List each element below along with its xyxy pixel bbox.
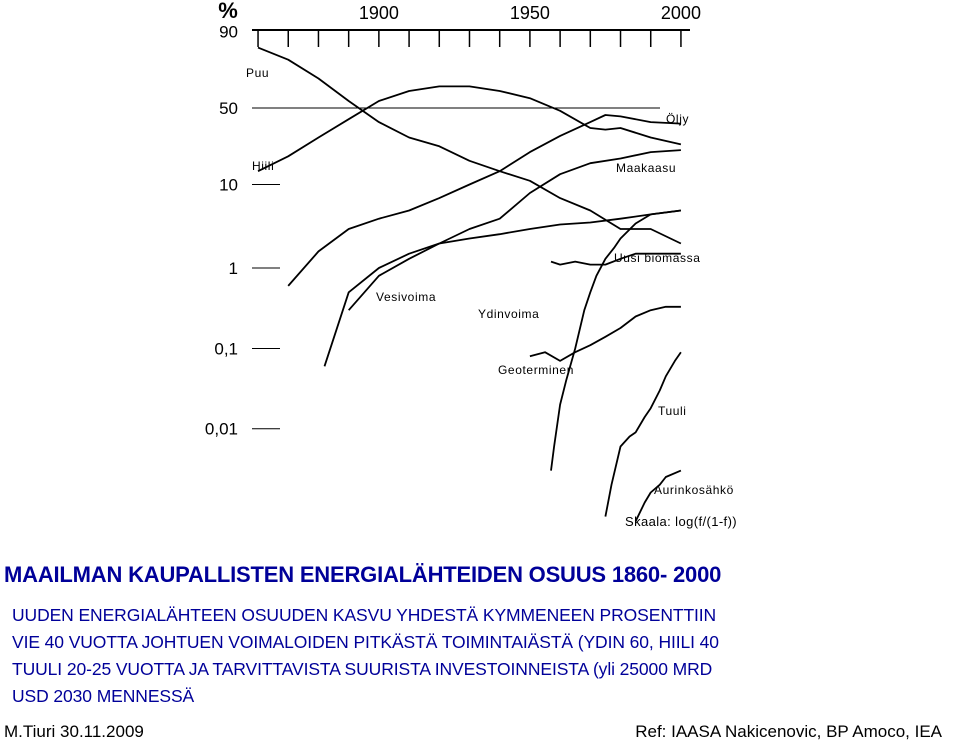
y-tick-label: 90 [219, 22, 238, 42]
x-tick-label: 1900 [358, 3, 399, 23]
y-tick-label: 50 [219, 99, 238, 118]
series-label: Hiili [252, 159, 275, 173]
series-label: Tuuli [658, 404, 687, 418]
description-line: USD 2030 MENNESSÄ [12, 686, 195, 706]
y-tick-label: 1 [228, 259, 238, 278]
description [12, 602, 956, 710]
y-tick-label: 10 [219, 175, 238, 195]
series-label: Aurinkosähkö [654, 483, 734, 497]
y-unit-label: % [218, 0, 238, 23]
series-label: Vesivoima [376, 290, 437, 304]
series-lines [258, 48, 681, 522]
description-line: UUDEN ENERGIALÄHTEEN OSUUDEN KASVU YHDESTÄ KYMMENEEN PROSENTTIIN [12, 605, 717, 625]
series-label: Puu [246, 66, 270, 80]
scale-note: Skaala: log(f/(1-f)) [625, 514, 738, 529]
series-line [530, 307, 681, 361]
y-tick-label: 0,01 [204, 419, 238, 439]
series-label: Ydinvoima [478, 307, 540, 321]
author-date: M.Tiuri 30.11.2009 [4, 722, 144, 741]
reference: Ref: IAASA Nakicenovic, BP Amoco, IEA [635, 722, 942, 741]
chart-title: MAAILMAN KAUPALLISTEN ENERGIALÄHTEIDEN OSUUS 1860- 2000 [4, 562, 722, 587]
axes [205, 0, 701, 439]
x-tick-label: 2000 [660, 3, 701, 23]
series-line [258, 48, 681, 244]
y-tick-label: 0,1 [214, 339, 238, 359]
x-tick-label: 1950 [509, 3, 550, 23]
description-line: TUULI 20-25 VUOTTA JA TARVITTAVISTA SUURISTA INVESTOINNEISTA (yli 25000 MRD [12, 659, 713, 679]
series-label: Öljy [666, 112, 690, 126]
series-label: Geoterminen [498, 363, 574, 377]
series-line [551, 211, 681, 471]
series-label: Maakaasu [616, 161, 677, 175]
series-label: Uusi biomassa [614, 251, 701, 265]
series-labels [246, 66, 737, 529]
description-line: VIE 40 VUOTTA JOHTUEN VOIMALOIDEN PITKÄSTÄ TOIMINTAIÄSTÄ (YDIN 60, HIILI 40 [12, 632, 719, 652]
